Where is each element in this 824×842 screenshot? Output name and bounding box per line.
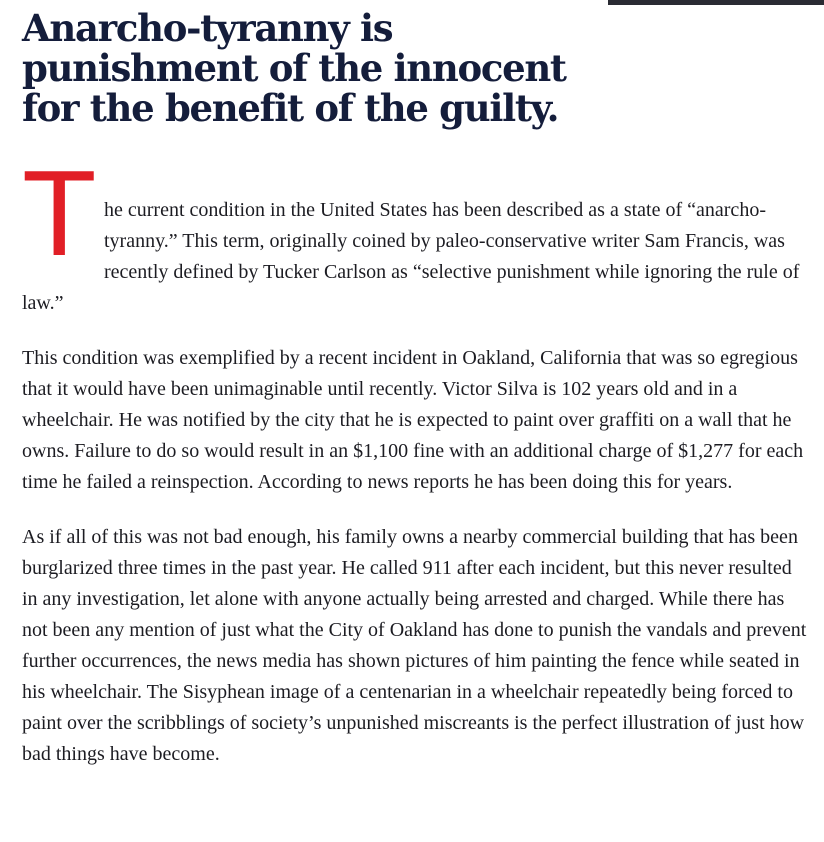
top-bar — [608, 0, 824, 5]
drop-cap-spacer — [22, 165, 808, 195]
headline: Anarcho-tyranny is punishment of the innocent for the benefit of the guilty. — [22, 6, 566, 130]
paragraph-1 — [22, 145, 808, 319]
drop-cap: T — [22, 145, 95, 281]
article — [22, 8, 808, 770]
paragraph-2: This condition was exemplified by a recent incident in Oakland, California that was so egregious that it would have been unimaginable until recently. Victor Silva is 102 years old and in a wheelchair. He was notified by the city that he is expected to paint over graffiti on a wall that he owns. Failure to do so would result in an $1,100 fine with an additional charge of $1,277 for each time he failed a reinspection. According to news reports he has been doing this for years. — [22, 347, 804, 493]
paragraph-3: As if all of this was not bad enough, his family owns a nearby commercial building that has been burglarized three times in the past year. He called 911 after each incident, but this never resulted in any investigation, let alone with anyone actually being arrested and charged. While there has not been any mention of just what the City of Oakland has done to punish the vandals and prevent further occurrences, the news media has shown pictures of him painting the fence while seated in his wheelchair. The Sisyphean image of a centenarian in a wheelchair repeatedly being forced to paint over the scribblings of society’s unpunished miscreants is the perfect illustration of just how bad things have become. — [22, 526, 807, 765]
paragraph-1-text: he current condition in the United States has been described as a state of “anarcho-tyranny.” This term, originally coined by paleo-conservative writer Sam Francis, was recently defined by Tucker Carlson as “selective punishment while ignoring the rule of law.” — [22, 199, 800, 314]
